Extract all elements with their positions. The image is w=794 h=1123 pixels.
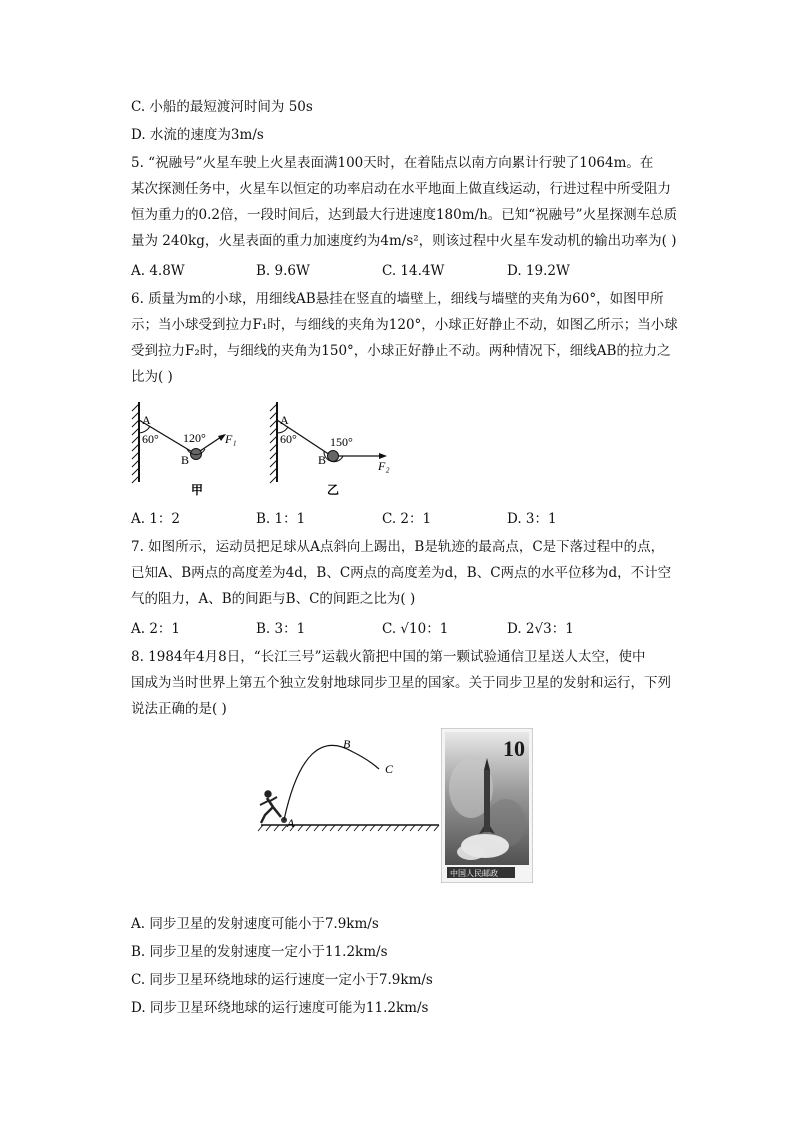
q7-text-1: 7. 如图所示，运动员把足球从A点斜向上踢出，B是轨迹的最高点，C是下落过程中的点， <box>131 539 665 555</box>
label-c: C <box>385 762 394 776</box>
q6-option-d: D. 3：1 <box>507 511 557 527</box>
label-force: F₁ <box>225 432 237 446</box>
label-a: A <box>280 413 289 427</box>
ball <box>328 451 339 462</box>
q6-option-a: A. 1：2 <box>131 511 181 527</box>
q5-text-1: 5. “祝融号”火星车驶上火星表面满100天时，在着陆点以南方向累计行驶了1064m。在 <box>131 155 654 171</box>
q8-text-3: 说法正确的是( ) <box>131 701 227 717</box>
caption-jia: 甲 <box>191 483 204 497</box>
q8-option-d: D. 同步卫星环绕地球的运行速度可能为11.2km/s <box>131 1000 429 1016</box>
q5-option-b: B. 9.6W <box>256 263 310 279</box>
q6-option-b: B. 1：1 <box>256 511 306 527</box>
q5-text-3: 恒为重力的0.2倍，一段时间后，达到最大行进速度180m/h。已知“祝融号”火星探测车总质 <box>131 207 678 223</box>
wall-hatching <box>270 404 277 483</box>
q8-option-c: C. 同步卫星环绕地球的运行速度一定小于7.9km/s <box>131 972 433 988</box>
q8-option-b: B. 同步卫星的发射速度一定小于11.2km/s <box>131 944 388 960</box>
wall-hatching <box>132 404 139 483</box>
label-angle-force: 150° <box>330 435 353 449</box>
q6-text-4: 比为( ) <box>131 369 173 385</box>
label-angle-wall: 60° <box>280 432 297 446</box>
trajectory-curve <box>284 745 379 820</box>
q8-option-a: A. 同步卫星的发射速度可能小于7.9km/s <box>131 916 379 932</box>
stamp-value: 10 <box>503 736 525 761</box>
q8-text-1: 8. 1984年4月8日，“长江三号”运载火箭把中国的第一颗试验通信卫星送人太空，使中 <box>131 649 646 665</box>
stamp-inscription: 中国人民邮政 <box>450 869 498 878</box>
q7-option-d: D. 2√3：1 <box>507 621 574 637</box>
figure-yi <box>270 402 390 497</box>
q5-option-a: A. 4.8W <box>131 263 185 279</box>
q7-option-a: A. 2：1 <box>131 621 181 637</box>
q8-text-2: 国成为当时世界上第五个独立发射地球同步卫星的国家。关于同步卫星的发射和运行，下列 <box>131 675 671 691</box>
q5-text-2: 某次探测任务中，火星车以恒定的功率启动在水平地面上做直线运动，行进过程中所受阻力 <box>131 181 671 197</box>
q4-option-d: D. 水流的速度为3m/s <box>131 127 264 143</box>
figure-jia <box>132 402 237 497</box>
q7-text-3: 气的阻力，A、B的间距与B、C的间距之比为( ) <box>131 591 416 607</box>
q6-figure <box>125 398 415 502</box>
q5-option-d: D. 19.2W <box>507 263 570 279</box>
q6-text-2: 示；当小球受到拉力F₁时，与细线的夹角为120°，小球正好静止不动，如图乙所示；当小球 <box>131 317 678 333</box>
ground-hatching <box>258 825 439 831</box>
label-angle-force: 120° <box>183 431 206 445</box>
q6-option-c: C. 2：1 <box>382 511 432 527</box>
q5-text-4: 量为 240kg，火星表面的重力加速度约为4m/s²，则该过程中火星车发动机的输出功率为( ) <box>131 233 677 249</box>
label-force: F₂ <box>378 459 390 473</box>
q6-text-3: 受到拉力F₂时，与细线的夹角为150°，小球正好静止不动。两种情况下，细线AB的拉力之 <box>131 343 671 359</box>
label-angle-wall: 60° <box>142 432 159 446</box>
label-a: A <box>287 816 295 830</box>
player-icon <box>260 791 281 823</box>
q7-text-2: 已知A、B两点的高度差为4d，B、C两点的高度差为d，B、C两点的水平位移为d，不计空 <box>131 565 672 581</box>
label-b: B <box>343 737 351 751</box>
q4-option-c: C. 小船的最短渡河时间为 50s <box>131 99 313 115</box>
label-b: B <box>181 453 190 467</box>
q7-option-c: C. √10：1 <box>382 621 449 637</box>
label-a: A <box>142 413 151 427</box>
q7-trajectory-figure <box>255 735 445 835</box>
caption-yi: 乙 <box>327 483 340 497</box>
q6-text-1: 6. 质量为m的小球，用细线AB悬挂在竖直的墙壁上，细线与墙壁的夹角为60°，如图甲所 <box>131 291 664 307</box>
rocket-stamp-image <box>441 728 533 883</box>
label-b: B <box>318 453 327 467</box>
q5-option-c: C. 14.4W <box>382 263 445 279</box>
q7-option-b: B. 3：1 <box>256 621 306 637</box>
